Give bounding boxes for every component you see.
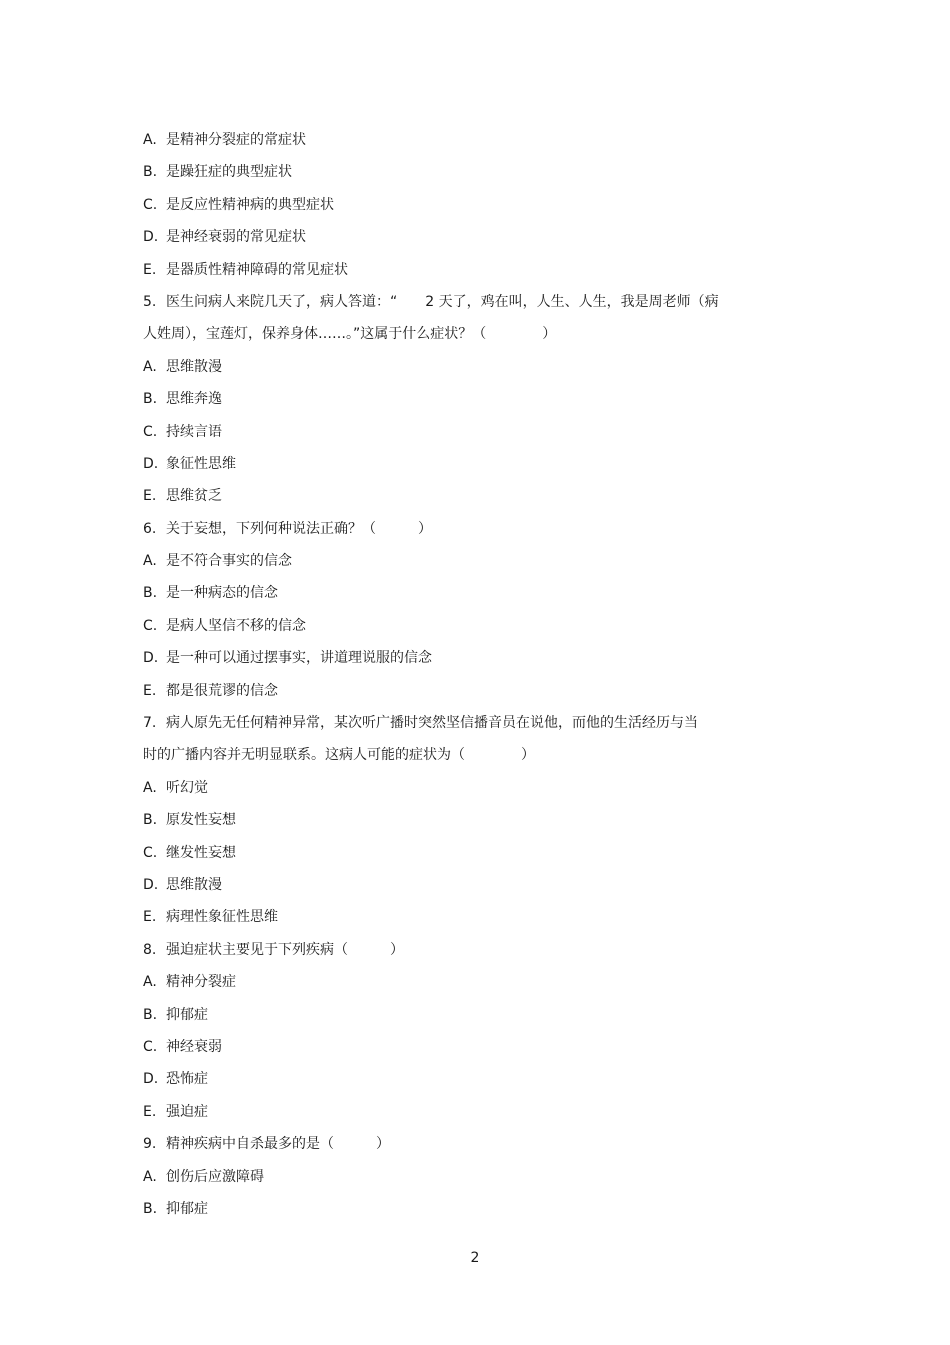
option-letter: C. — [143, 844, 158, 861]
question-list — [143, 286, 783, 1225]
option-text: 继发性妄想 — [166, 844, 236, 861]
option-text: 是一种病态的信念 — [166, 585, 278, 602]
answer-option — [143, 351, 783, 383]
option-text: 是器质性精神障碍的常见症状 — [166, 261, 348, 278]
option-text: 抑郁症 — [166, 1006, 208, 1023]
question-stem-line — [143, 513, 783, 545]
question-stem-line — [143, 707, 783, 739]
option-letter: A. — [143, 1168, 157, 1185]
answer-option — [143, 804, 783, 836]
option-letter: B. — [143, 1200, 158, 1217]
answer-option — [143, 1031, 783, 1063]
option-text: 抑郁症 — [166, 1200, 208, 1217]
option-text: 病理性象征性思维 — [166, 909, 278, 926]
question-block — [143, 934, 783, 1128]
option-text: 精神分裂症 — [166, 974, 236, 991]
question-block — [143, 513, 783, 707]
option-letter: D. — [143, 229, 159, 246]
answer-option — [143, 1096, 783, 1128]
question-stem-text: 人姓周），宝莲灯，保养身体……。”这属于什么症状？（ ） — [143, 326, 557, 343]
question-stem-text: 关于妄想，下列何种说法正确？（ ） — [166, 520, 432, 537]
option-text: 思维贫乏 — [166, 488, 222, 505]
option-letter: E. — [143, 1103, 157, 1120]
question-block — [143, 1128, 783, 1225]
option-letter: E. — [143, 488, 157, 505]
question-block — [143, 286, 783, 513]
option-text: 听幻觉 — [166, 779, 208, 796]
question-number: 9. — [143, 1136, 157, 1153]
option-letter: C. — [143, 617, 158, 634]
answer-option — [143, 124, 783, 156]
option-letter: A. — [143, 779, 157, 796]
question-number: 7. — [143, 715, 157, 732]
option-letter: D. — [143, 650, 159, 667]
option-text: 原发性妄想 — [166, 812, 236, 829]
option-letter: D. — [143, 455, 159, 472]
option-text: 是精神分裂症的常症状 — [166, 132, 306, 148]
option-text: 恐怖症 — [166, 1071, 208, 1088]
option-text: 神经衰弱 — [166, 1038, 222, 1055]
previous-question-options — [143, 124, 783, 286]
option-letter: C. — [143, 1038, 158, 1055]
answer-option — [143, 610, 783, 642]
answer-option — [143, 545, 783, 577]
answer-option — [143, 999, 783, 1031]
question-stem-line — [143, 934, 783, 966]
question-block — [143, 707, 783, 934]
answer-option — [143, 837, 783, 869]
option-letter: B. — [143, 812, 158, 829]
answer-option — [143, 772, 783, 804]
option-letter: E. — [143, 261, 157, 278]
answer-option — [143, 1193, 783, 1225]
question-stem-line — [143, 286, 783, 318]
option-text: 创伤后应激障碍 — [166, 1168, 264, 1185]
option-text: 是神经衰弱的常见症状 — [166, 229, 306, 246]
option-text: 思维散漫 — [166, 358, 222, 375]
answer-option — [143, 480, 783, 512]
question-stem-text: 病人原先无任何精神异常，某次听广播时突然坚信播音员在说他，而他的生活经历与当 — [166, 715, 698, 732]
answer-option — [143, 1161, 783, 1193]
question-stem-text: 强迫症状主要见于下列疾病（ ） — [166, 941, 404, 958]
question-stem-line — [143, 1128, 783, 1160]
option-text: 思维奔逸 — [166, 391, 222, 408]
option-letter: A. — [143, 974, 157, 991]
option-text: 是一种可以通过摆事实，讲道理说服的信念 — [166, 650, 432, 667]
option-letter: D. — [143, 876, 159, 893]
answer-option — [143, 675, 783, 707]
answer-option — [143, 1063, 783, 1095]
option-text: 是不符合事实的信念 — [166, 553, 292, 570]
option-letter: A. — [143, 553, 157, 570]
answer-option — [143, 901, 783, 933]
option-letter: B. — [143, 585, 158, 602]
option-text: 强迫症 — [166, 1103, 208, 1120]
question-number: 8. — [143, 941, 157, 958]
question-stem-text: 医生问病人来院几天了，病人答道：“ 2 天了，鸡在叫，人生、人生，我是周老师（病 — [166, 293, 719, 310]
question-stem-text: 时的广播内容并无明显联系。这病人可能的症状为（ ） — [143, 747, 535, 764]
question-stem-line — [143, 739, 783, 771]
option-text: 持续言语 — [166, 423, 222, 440]
option-text: 都是很荒谬的信念 — [166, 682, 278, 699]
answer-option — [143, 221, 783, 253]
option-letter: B. — [143, 1006, 158, 1023]
question-stem-text: 精神疾病中自杀最多的是（ ） — [166, 1136, 390, 1153]
option-letter: E. — [143, 909, 157, 926]
option-text: 象征性思维 — [166, 455, 236, 472]
option-letter: C. — [143, 196, 158, 213]
option-text: 是反应性精神病的典型症状 — [166, 196, 334, 213]
answer-option — [143, 642, 783, 674]
option-letter: D. — [143, 1071, 159, 1088]
answer-option — [143, 189, 783, 221]
question-number: 5. — [143, 293, 157, 310]
answer-option — [143, 869, 783, 901]
option-letter: B. — [143, 391, 158, 408]
question-content — [143, 124, 783, 1225]
option-letter: E. — [143, 682, 157, 699]
option-letter: B. — [143, 164, 158, 181]
option-text: 是躁狂症的典型症状 — [166, 164, 292, 181]
answer-option — [143, 577, 783, 609]
option-text: 思维散漫 — [166, 876, 222, 893]
answer-option — [143, 383, 783, 415]
option-letter: A. — [143, 132, 157, 148]
answer-option — [143, 966, 783, 998]
answer-option — [143, 416, 783, 448]
answer-option — [143, 156, 783, 188]
question-number: 6. — [143, 520, 157, 537]
answer-option — [143, 254, 783, 286]
page-number: 2 — [470, 1250, 480, 1266]
question-stem-line — [143, 318, 783, 350]
option-letter: C. — [143, 423, 158, 440]
answer-option — [143, 448, 783, 480]
option-text: 是病人坚信不移的信念 — [166, 617, 306, 634]
option-letter: A. — [143, 358, 157, 375]
